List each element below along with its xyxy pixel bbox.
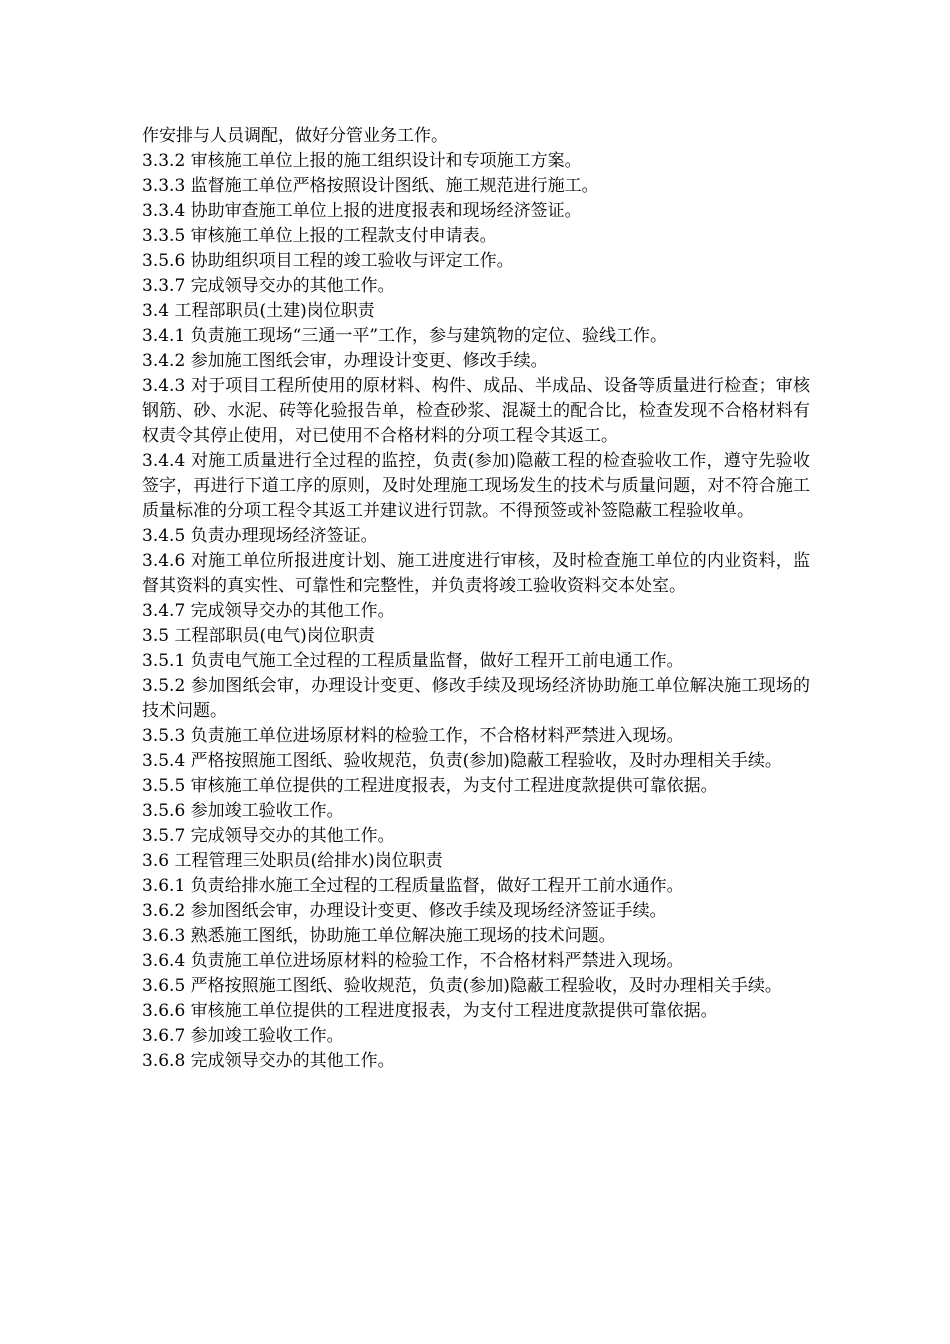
paragraph-3-5-6-a: 3.5.6 协助组织项目工程的竣工验收与评定工作。 xyxy=(142,251,514,271)
paragraph-3-4-3: 3.4.3 对于项目工程所使用的原材料、构件、成品、半成品、设备等质量进行检查；审核钢筋、砂、水泥、砖等化验报告单，检查砂浆、混凝土的配合比，检查发现不合格材料有权责令其停止使用，对已使用不合格材料的分项工程令其返工。 xyxy=(142,376,810,446)
paragraph-3-6-3: 3.6.3 熟悉施工图纸，协助施工单位解决施工现场的技术问题。 xyxy=(142,926,616,946)
paragraph-3-6-6: 3.6.6 审核施工单位提供的工程进度报表，为支付工程进度款提供可靠依据。 xyxy=(142,1001,718,1021)
section-heading-3-5: 3.5 工程部职员(电气)岗位职责 xyxy=(142,626,375,646)
paragraph-3-5-5: 3.5.5 审核施工单位提供的工程进度报表，为支付工程进度款提供可靠依据。 xyxy=(142,776,718,796)
paragraph-3-3-7: 3.3.7 完成领导交办的其他工作。 xyxy=(142,276,395,296)
document-body xyxy=(142,124,810,1074)
paragraph-3-6-2: 3.6.2 参加图纸会审，办理设计变更、修改手续及现场经济签证手续。 xyxy=(142,901,667,921)
paragraph-3-6-1: 3.6.1 负责给排水施工全过程的工程质量监督，做好工程开工前水通作。 xyxy=(142,876,684,896)
paragraph-3-5-4: 3.5.4 严格按照施工图纸、验收规范，负责(参加)隐蔽工程验收，及时办理相关手续。 xyxy=(142,751,782,771)
paragraph-3-5-3: 3.5.3 负责施工单位进场原材料的检验工作，不合格材料严禁进入现场。 xyxy=(142,726,684,746)
paragraph-3-4-7: 3.4.7 完成领导交办的其他工作。 xyxy=(142,601,395,621)
paragraph-3-4-1: 3.4.1 负责施工现场“三通一平”工作，参与建筑物的定位、验线工作。 xyxy=(142,326,668,346)
paragraph-3-6-7: 3.6.7 参加竣工验收工作。 xyxy=(142,1026,344,1046)
paragraph-3-6-8: 3.6.8 完成领导交办的其他工作。 xyxy=(142,1051,395,1071)
paragraph-3-3-5: 3.3.5 审核施工单位上报的工程款支付申请表。 xyxy=(142,226,497,246)
paragraph-3-4-2: 3.4.2 参加施工图纸会审，办理设计变更、修改手续。 xyxy=(142,351,548,371)
paragraph-3-4-5: 3.4.5 负责办理现场经济签证。 xyxy=(142,526,378,546)
paragraph-3-4-6: 3.4.6 对施工单位所报进度计划、施工进度进行审核，及时检查施工单位的内业资料，监督其资料的真实性、可靠性和完整性，并负责将竣工验收资料交本处室。 xyxy=(142,551,810,596)
paragraph-3-5-7: 3.5.7 完成领导交办的其他工作。 xyxy=(142,826,395,846)
paragraph-continuation: 作安排与人员调配，做好分管业务工作。 xyxy=(142,126,448,146)
paragraph-3-3-3: 3.3.3 监督施工单位严格按照设计图纸、施工规范进行施工。 xyxy=(142,176,599,196)
paragraph-3-6-4: 3.6.4 负责施工单位进场原材料的检验工作，不合格材料严禁进入现场。 xyxy=(142,951,684,971)
section-heading-3-6: 3.6 工程管理三处职员(给排水)岗位职责 xyxy=(142,851,443,871)
section-heading-3-4: 3.4 工程部职员(土建)岗位职责 xyxy=(142,301,375,321)
paragraph-3-6-5: 3.6.5 严格按照施工图纸、验收规范，负责(参加)隐蔽工程验收，及时办理相关手续。 xyxy=(142,976,782,996)
paragraph-3-4-4: 3.4.4 对施工质量进行全过程的监控，负责(参加)隐蔽工程的检查验收工作，遵守先验收签字，再进行下道工序的原则，及时处理施工现场发生的技术与质量问题，对不符合施工质量标准的分项工程令其返工并建议进行罚款。不得预签或补签隐蔽工程验收单。 xyxy=(142,451,810,521)
paragraph-3-5-6: 3.5.6 参加竣工验收工作。 xyxy=(142,801,344,821)
paragraph-3-5-2: 3.5.2 参加图纸会审，办理设计变更、修改手续及现场经济协助施工单位解决施工现场的技术问题。 xyxy=(142,676,810,721)
paragraph-3-3-2: 3.3.2 审核施工单位上报的施工组织设计和专项施工方案。 xyxy=(142,151,582,171)
paragraph-3-5-1: 3.5.1 负责电气施工全过程的工程质量监督，做好工程开工前电通工作。 xyxy=(142,651,684,671)
paragraph-3-3-4: 3.3.4 协助审查施工单位上报的进度报表和现场经济签证。 xyxy=(142,201,582,221)
